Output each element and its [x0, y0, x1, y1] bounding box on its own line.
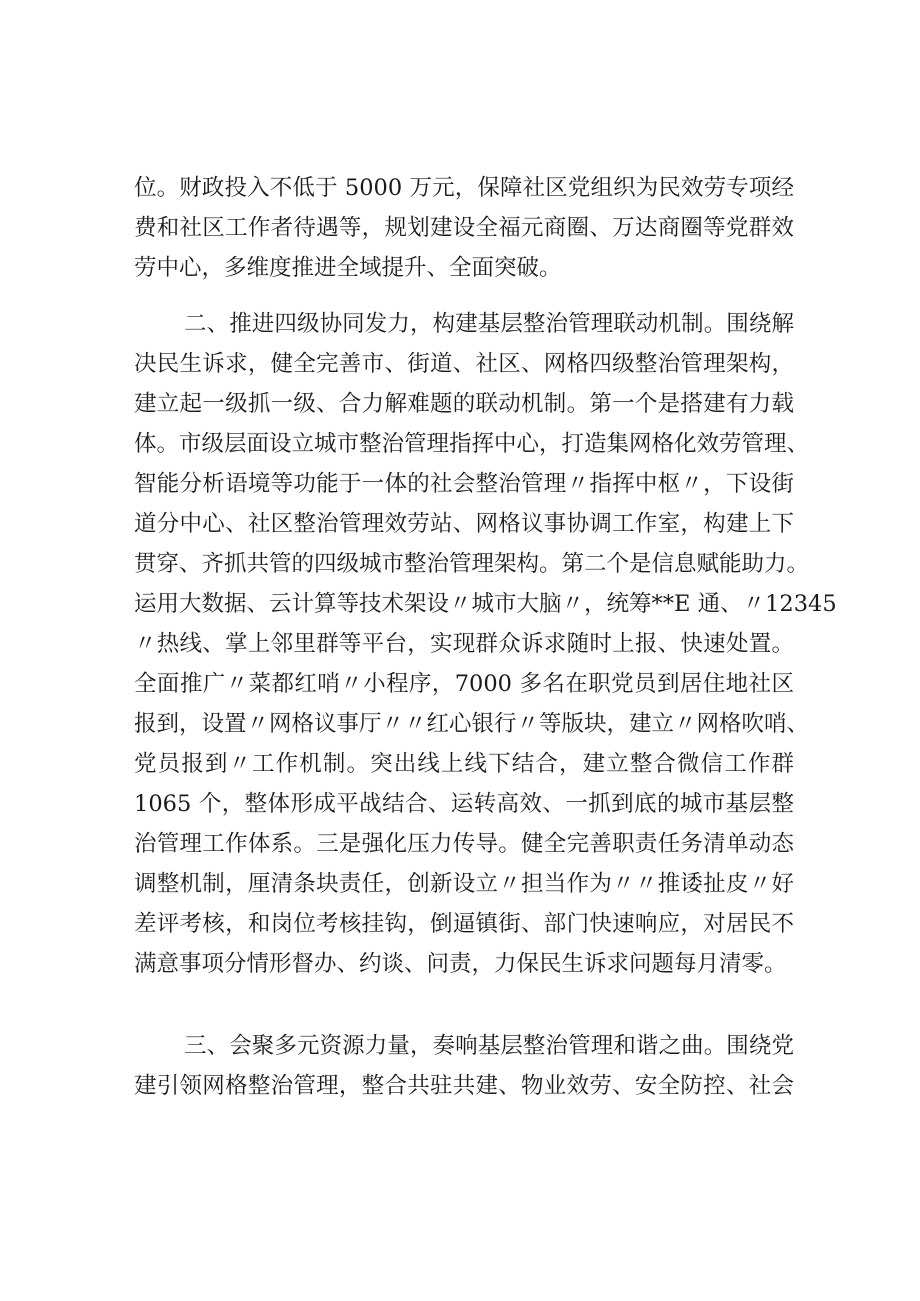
text-line: 建引领网格整治管理，整合共驻共建、物业效劳、安全防控、社会	[134, 1073, 794, 1099]
paragraph-section-two	[134, 304, 837, 984]
text-line: 决民生诉求，健全完善市、街道、社区、网格四级整治管理架构，	[134, 351, 794, 377]
text-line: 贯穿、齐抓共管的四级城市整治管理架构。第二个是信息赋能助力。	[134, 551, 810, 577]
text-line: 差评考核，和岗位考核挂钩，倒逼镇街、部门快速响应，对居民不	[134, 911, 794, 937]
text-line: 劳中心，多维度推进全域提升、全面突破。	[134, 255, 562, 281]
paragraph-continuation	[134, 168, 794, 288]
text-line: 1065 个，整体形成平战结合、运转高效、一抓到底的城市基层整	[134, 791, 794, 817]
text-line: 道分中心、社区整治管理效劳站、网格议事协调工作室，构建上下	[134, 511, 794, 537]
text-line: 建立起一级抓一级、合力解难题的联动机制。第一个是搭建有力载	[134, 391, 794, 417]
text-line: 二、推进四级协同发力，构建基层整治管理联动机制。围绕解	[184, 311, 794, 337]
text-line: 满意事项分情形督办、约谈、问责，力保民生诉求问题每月清零。	[134, 951, 787, 977]
text-line: 全面推广〃菜都红哨〃小程序，7000 多名在职党员到居住地社区	[134, 671, 794, 697]
text-line: 党员报到〃工作机制。突出线上线下结合，建立整合微信工作群	[134, 751, 794, 777]
text-line: 费和社区工作者待遇等，规划建设全福元商圈、万达商圈等党群效	[134, 215, 794, 241]
text-line: 运用大数据、云计算等技术架设〃城市大脑〃，统筹**E 通、〃12345	[134, 591, 837, 617]
paragraph-section-three	[134, 1026, 794, 1106]
text-line: 位。财政投入不低于 5000 万元，保障社区党组织为民效劳专项经	[134, 175, 794, 201]
text-line: 智能分析语境等功能于一体的社会整治管理〃指挥中枢〃，下设街	[134, 471, 794, 497]
text-line: 调整机制，厘清条块责任，创新设立〃担当作为〃〃推诿扯皮〃好	[134, 871, 794, 897]
text-line: 三、会聚多元资源力量，奏响基层整治管理和谐之曲。围绕党	[184, 1033, 794, 1059]
text-line: 报到，设置〃网格议事厅〃〃红心银行〃等版块，建立〃网格吹哨、	[134, 711, 810, 737]
text-line: 〃热线、掌上邻里群等平台，实现群众诉求随时上报、快速处置。	[134, 631, 794, 657]
text-line: 治管理工作体系。三是强化压力传导。健全完善职责任务清单动态	[134, 831, 794, 857]
text-line: 体。市级层面设立城市整治管理指挥中心，打造集网格化效劳管理、	[134, 431, 810, 457]
